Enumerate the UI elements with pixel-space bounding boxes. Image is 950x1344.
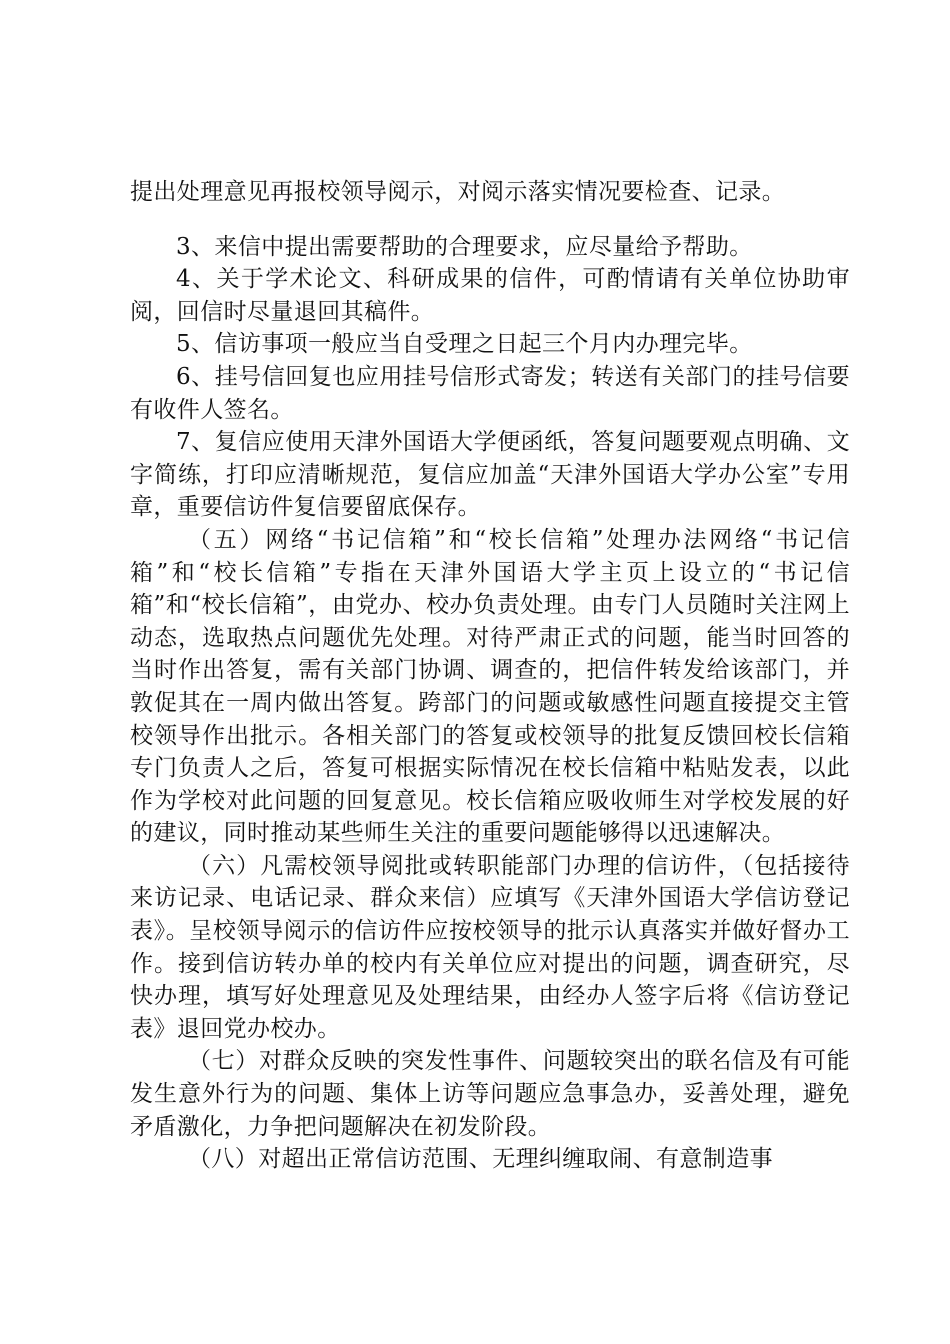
document-body — [130, 176, 850, 1176]
paragraph-item-4: 4、关于学术论文、科研成果的信件，可酌情请有关单位协助审阅，回信时尽量退回其稿件。 — [130, 266, 850, 325]
paragraph-section-7: （七）对群众反映的突发性事件、问题较突出的联名信及有可能发生意外行为的问题、集体上访等问题应急事急办，妥善处理，避免矛盾激化，力争把问题解决在初发阶段。 — [130, 1048, 850, 1140]
paragraph-item-6: 6、挂号信回复也应用挂号信形式寄发；转送有关部门的挂号信要有收件人签名。 — [130, 363, 850, 423]
paragraph-item-3: 3、来信中提出需要帮助的合理要求，应尽量给予帮助。 — [176, 233, 753, 260]
paragraph-continuation: 提出处理意见再报校领导阅示，对阅示落实情况要检查、记录。 — [130, 179, 786, 205]
paragraph-item-5: 5、信访事项一般应当自受理之日起三个月内办理完毕。 — [176, 331, 753, 358]
paragraph-section-6: （六）凡需校领导阅批或转职能部门办理的信访件，（包括接待来访记录、电话记录、群众来信）应填写《天津外国语大学信访登记表》。呈校领导阅示的信访件应按校领导的批示认真落实并做好督办工作。接到信访转办单的校内有关单位应对提出的问题，调查研究，尽快办理，填写好处理意见及处理结果，由经办人签字后将《信访登记表》退回党办校办。 — [130, 852, 850, 1042]
paragraph-section-5: （五）网络“书记信箱”和“校长信箱”处理办法网络“书记信箱”和“校长信箱”专指在天津外国语大学主页上设立的“书记信箱”和“校长信箱”，由党办、校办负责处理。由专门人员随时关注网上动态，选取热点问题优先处理。对待严肃正式的问题，能当时回答的当时作出答复，需有关部门协调、调查的，把信件转发给该部门，并敦促其在一周内做出答复。跨部门的问题或敏感性问题直接提交主管校领导作出批示。各相关部门的答复或校领导的批复反馈回校长信箱专门负责人之后，答复可根据实际情况在校长信箱中粘贴发表，以此作为学校对此问题的回复意见。校长信箱应吸收师生对学校发展的好的建议，同时推动某些师生关注的重要问题能够得以迅速解决。 — [130, 526, 850, 847]
paragraph-section-8: （八）对超出正常信访范围、无理纠缠取闹、有意制造事 — [188, 1146, 773, 1173]
paragraph-item-7: 7、复信应使用天津外国语大学便函纸，答复问题要观点明确、文字简练，打印应清晰规范，复信应加盖“天津外国语大学办公室”专用章，重要信访件复信要留底保存。 — [130, 429, 850, 521]
